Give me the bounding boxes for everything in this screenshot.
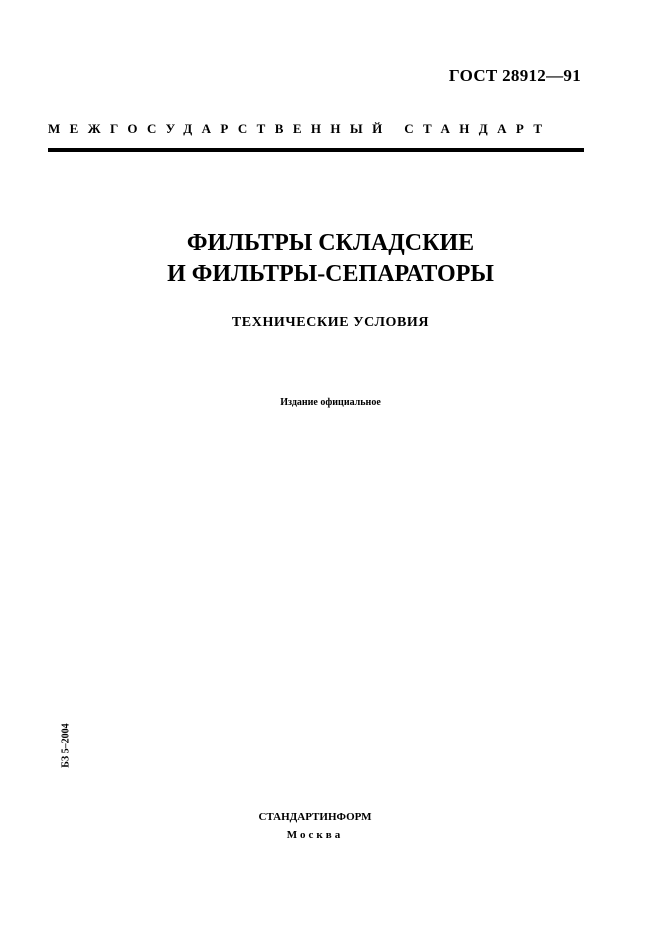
title-line-2: И ФИЛЬТРЫ-СЕПАРАТОРЫ	[167, 261, 494, 287]
publisher-city: Москва	[286, 829, 344, 841]
side-code: БЗ 5–2004	[60, 723, 72, 768]
publisher-name: СТАНДАРТИНФОРМ	[258, 811, 372, 823]
document-subtitle: ТЕХНИЧЕСКИЕ УСЛОВИЯ	[231, 315, 430, 330]
header-rule	[48, 148, 584, 152]
edition-note: Издание официальное	[280, 397, 381, 408]
document-title	[0, 228, 661, 290]
title-line-1: ФИЛЬТРЫ СКЛАДСКИЕ	[186, 230, 475, 256]
document-code: ГОСТ 28912—91	[448, 66, 581, 85]
interstate-standard-label: МЕЖГОСУДАРСТВЕННЫЙ СТАНДАРТ	[48, 121, 552, 136]
